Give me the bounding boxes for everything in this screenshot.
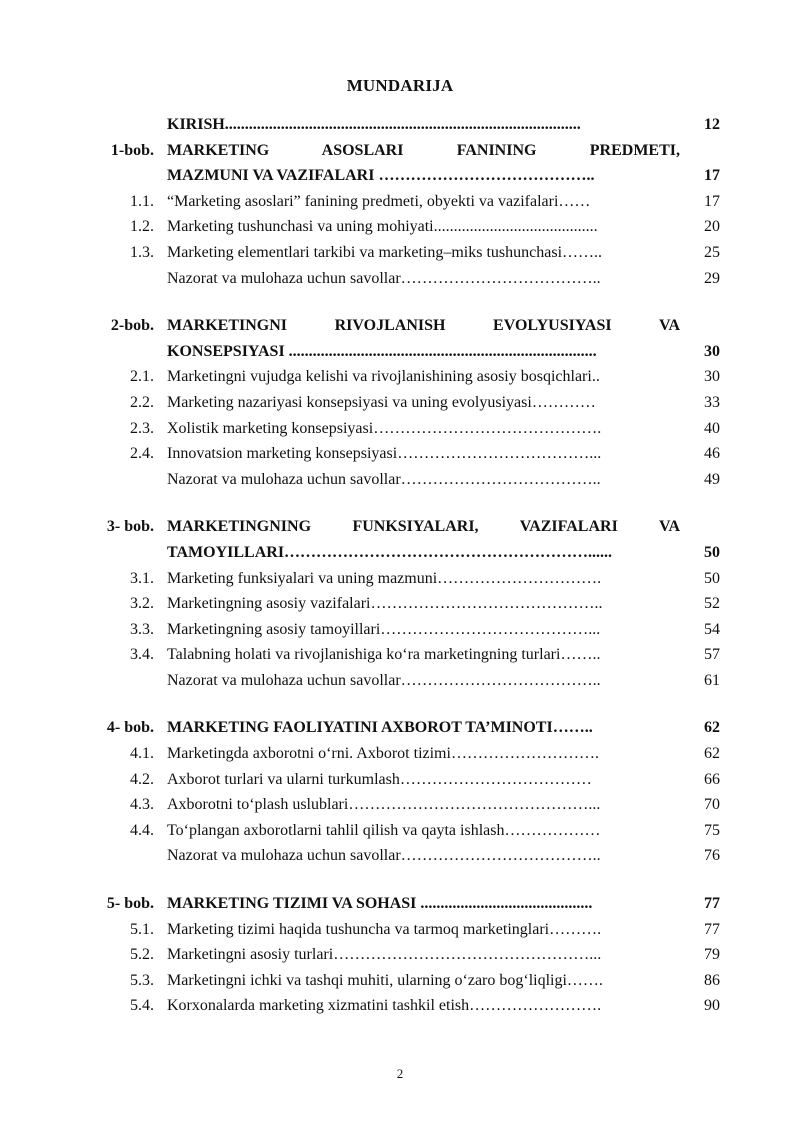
toc-entry-text: MARKETINGNI RIVOJLANISH EVOLYUSIYASI VA xyxy=(167,317,680,335)
toc-page-number: 77 xyxy=(704,895,720,913)
toc-number: 1.3. xyxy=(130,243,154,261)
toc-page-number: 33 xyxy=(704,393,720,411)
toc-chapter-row xyxy=(0,514,800,540)
toc-section-row xyxy=(0,942,800,968)
toc-chapter-row xyxy=(0,891,800,917)
toc-row xyxy=(0,668,800,694)
toc-entry-text: MARKETING FAOLIYATINI AXBOROT TA’MINOTI…….. xyxy=(167,719,593,737)
toc-entry-text: MAZMUNI VA VAZIFALARI ………………………………….. xyxy=(167,167,595,185)
toc-row xyxy=(0,843,800,869)
toc-section-row xyxy=(0,993,800,1019)
toc-section-row xyxy=(0,240,800,266)
toc-section-row xyxy=(0,441,800,467)
toc-entry-text: Marketingni vujudga kelishi va rivojlanishining asosiy bosqichlari.. xyxy=(167,368,600,386)
toc-page-number: 49 xyxy=(704,470,720,488)
toc-number: 1.2. xyxy=(130,218,154,236)
toc-chapter-row xyxy=(0,313,800,339)
toc-section-row xyxy=(0,792,800,818)
toc-entry-text: Marketing tizimi haqida tushuncha va tarmoq marketinglari………. xyxy=(167,920,602,938)
toc-page-number: 79 xyxy=(704,946,720,964)
toc-number: 1-bob. xyxy=(110,141,154,159)
toc-entry-text: Marketing nazariyasi konsepsiyasi va uning evolyusiyasi………… xyxy=(167,393,596,411)
toc-page-number: 86 xyxy=(704,971,720,989)
toc-number: 4.2. xyxy=(130,770,154,788)
toc-entry-text: KIRISH......................................................................................... xyxy=(167,116,581,133)
toc-section-row xyxy=(0,591,800,617)
toc-section-row xyxy=(0,189,800,215)
toc-entry-text: Marketingning asosiy vazifalari…………………………………….. xyxy=(167,595,603,613)
toc-number: 2-bob. xyxy=(110,317,154,335)
page-title: MUNDARIJA xyxy=(346,76,454,95)
toc-entry-text: Axborot turlari va ularni turkumlash……………………………… xyxy=(167,770,592,788)
toc-page-number: 17 xyxy=(704,167,720,185)
toc-entry-text: Korxonalarda marketing xizmatini tashkil etish……………………. xyxy=(167,997,602,1015)
toc-entry-text: Innovatsion marketing konsepsiyasi………………………………... xyxy=(167,445,602,463)
toc-entry-text: Nazorat va mulohaza uchun savollar……………………………….. xyxy=(167,269,601,287)
toc-page-number: 17 xyxy=(704,192,720,210)
toc-page-number: 70 xyxy=(704,796,720,814)
toc-page-number: 61 xyxy=(704,671,720,689)
toc-entry-text: TAMOYILLARI…………………………………………………...... xyxy=(167,543,613,561)
toc-page-number: 40 xyxy=(704,419,720,437)
toc-entry-text: KONSEPSIYASI ............................................................................. xyxy=(167,342,597,360)
toc-number: 4.4. xyxy=(130,821,154,839)
toc-number: 5- bob. xyxy=(106,895,154,913)
toc-page-number: 90 xyxy=(704,997,720,1015)
page-number: 2 xyxy=(396,1066,404,1081)
toc-entry-text: Marketing funksiyalari va uning mazmuni…………………………. xyxy=(167,569,602,587)
toc-section-row xyxy=(0,214,800,240)
toc-number: 5.4. xyxy=(130,997,154,1015)
toc-page-number: 62 xyxy=(704,719,720,737)
toc-chapter-row xyxy=(0,138,800,164)
toc-entry-text: Nazorat va mulohaza uchun savollar……………………………….. xyxy=(167,847,601,865)
toc-entry-text: “Marketing asoslari” fanining predmeti, obyekti va vazifalari…… xyxy=(167,192,591,210)
toc-number: 3.4. xyxy=(130,646,154,664)
toc-page-number: 66 xyxy=(704,770,720,788)
toc-entry-text: Marketingning asosiy tamoyillari…………………………………... xyxy=(167,620,601,638)
toc-number: 2.2. xyxy=(130,393,154,411)
toc-number: 3.2. xyxy=(130,595,154,613)
toc-entry-text: Marketingni ichki va tashqi muhiti, ularning o‘zaro bog‘liqligi……. xyxy=(167,971,603,989)
toc-entry-text: Marketingni asosiy turlari…………………………………………... xyxy=(167,946,602,964)
toc-section-row xyxy=(0,818,800,844)
toc-row xyxy=(0,112,800,138)
toc-section-row xyxy=(0,767,800,793)
toc-entry-text: To‘plangan axborotlarni tahlil qilish va qayta ishlash……………… xyxy=(167,821,601,839)
toc-section-row xyxy=(0,566,800,592)
toc-number: 2.1. xyxy=(130,368,154,386)
toc-number: 5.3. xyxy=(130,971,154,989)
toc-page-number: 75 xyxy=(704,821,720,839)
toc-entry-text: Nazorat va mulohaza uchun savollar……………………………….. xyxy=(167,470,601,488)
toc-page-number: 46 xyxy=(704,445,720,463)
toc-number: 3.1. xyxy=(130,569,154,587)
toc-page-number: 52 xyxy=(704,595,720,613)
toc-page-number: 25 xyxy=(704,243,720,261)
toc-entry-text: Talabning holati va rivojlanishiga ko‘ra marketingning turlari…….. xyxy=(167,646,601,664)
toc-chapter-row xyxy=(0,715,800,741)
toc-page-number: 20 xyxy=(704,218,720,236)
toc-row xyxy=(0,339,800,365)
toc-page-number: 29 xyxy=(704,269,720,287)
toc-section-row xyxy=(0,617,800,643)
toc-page-number: 57 xyxy=(704,646,720,664)
toc-entry-text: Axborotni to‘plash uslublari………………………………………... xyxy=(167,796,601,814)
toc-section-row xyxy=(0,968,800,994)
toc-page-number: 76 xyxy=(704,847,720,865)
toc-row xyxy=(0,540,800,566)
toc-page-number: 50 xyxy=(704,543,720,561)
toc-page-number: 12 xyxy=(704,116,720,133)
toc-row xyxy=(0,467,800,493)
toc-page-number: 50 xyxy=(704,569,720,587)
toc-entry-text: Marketing tushunchasi va uning mohiyati......................................... xyxy=(167,218,598,236)
toc-number: 1.1. xyxy=(130,192,154,210)
toc-number: 2.4. xyxy=(130,445,154,463)
toc-number: 4.1. xyxy=(130,745,154,763)
toc-section-row xyxy=(0,390,800,416)
toc-section-row xyxy=(0,416,800,442)
toc-number: 5.1. xyxy=(130,920,154,938)
toc-number: 3- bob. xyxy=(106,518,154,536)
toc-page-number: 77 xyxy=(704,920,720,938)
toc-section-row xyxy=(0,364,800,390)
toc-page-number: 54 xyxy=(704,620,720,638)
toc-page-number: 30 xyxy=(704,342,720,360)
toc-row xyxy=(0,163,800,189)
toc-row xyxy=(0,266,800,292)
toc-section-row xyxy=(0,917,800,943)
toc-entry-text: Marketingda axborotni o‘rni. Axborot tizimi………………………. xyxy=(167,745,599,763)
toc-number: 4- bob. xyxy=(106,719,154,737)
toc-entry-text: MARKETING ASOSLARI FANINING PREDMETI, xyxy=(167,141,680,159)
toc-entry-text: Xolistik marketing konsepsiyasi……………………………………. xyxy=(167,419,602,437)
toc-page-number: 30 xyxy=(704,368,720,386)
toc-entry-text: Nazorat va mulohaza uchun savollar……………………………….. xyxy=(167,671,601,689)
toc-number: 2.3. xyxy=(130,419,154,437)
toc-section-row xyxy=(0,642,800,668)
toc-section-row xyxy=(0,741,800,767)
toc-number: 5.2. xyxy=(130,946,154,964)
table-of-contents xyxy=(0,112,800,1019)
toc-number: 4.3. xyxy=(130,796,154,814)
toc-page-number: 62 xyxy=(704,745,720,763)
toc-number: 3.3. xyxy=(130,620,154,638)
toc-entry-text: MARKETINGNING FUNKSIYALARI, VAZIFALARI VA xyxy=(167,518,680,536)
toc-entry-text: Marketing elementlari tarkibi va marketing–miks tushunchasi…….. xyxy=(167,243,603,261)
toc-entry-text: MARKETING TIZIMI VA SOHASI ........................................... xyxy=(167,895,593,913)
